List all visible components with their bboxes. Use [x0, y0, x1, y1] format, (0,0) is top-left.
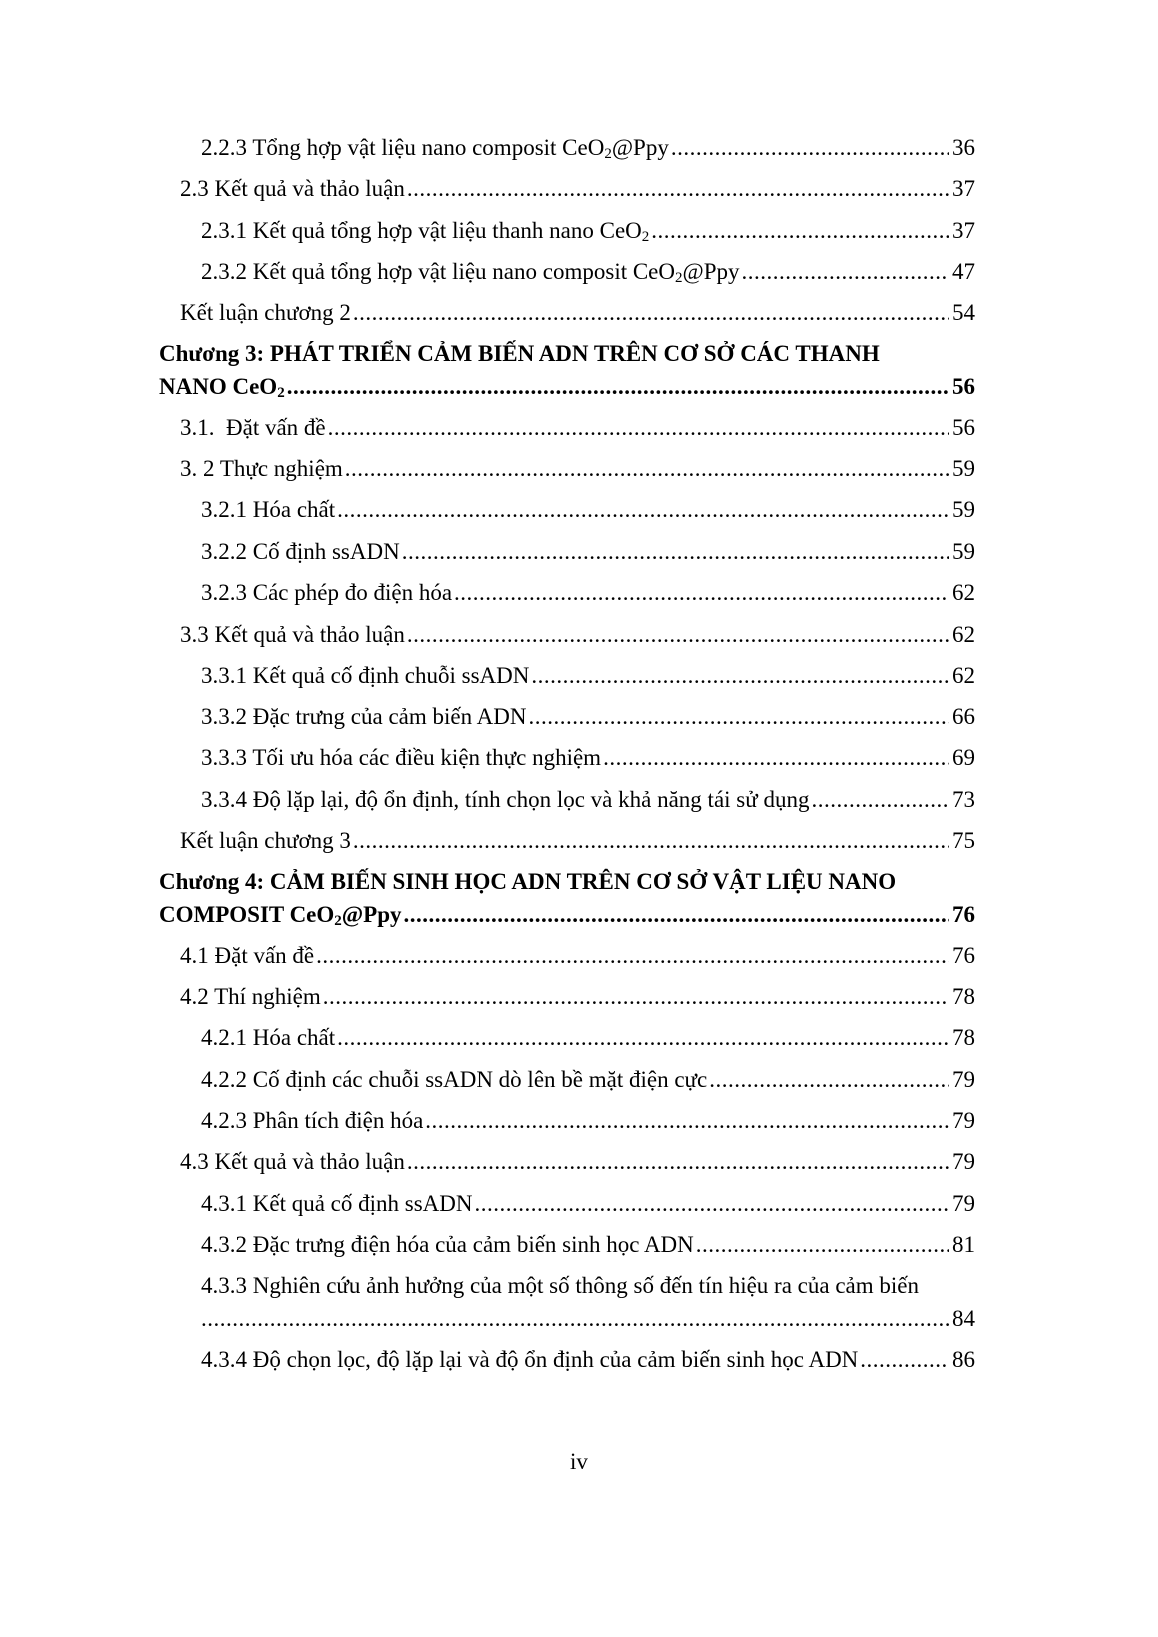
page-number: 76 [952, 902, 975, 927]
dot-leader [860, 1345, 949, 1375]
page-number: 62 [952, 663, 975, 688]
page-number: 36 [952, 135, 975, 160]
toc-entry-3-3-4[interactable]: 3.3.4 Độ lặp lại, độ ổn định, tính chọn lọc và khả năng tái sử dụng ..... 73 [201, 785, 975, 815]
page-number: 54 [952, 300, 975, 325]
toc-entry-4-2-2[interactable]: 4.2.2 Cố định các chuỗi ssADN dò lên bề mặt điện cực ..... 79 [201, 1065, 975, 1095]
toc-entry-3-2-2[interactable]: 3.2.2 Cố định ssADN ..... 59 [201, 537, 975, 567]
page-footer-number: iv [570, 1449, 588, 1474]
page-number: 59 [952, 539, 975, 564]
dot-leader [528, 702, 949, 732]
dot-leader [425, 1106, 949, 1136]
toc-chapter-3-title[interactable]: Chương 3: PHÁT TRIỂN CẢM BIẾN ADN TRÊN CƠ SỞ CÁC THANH [159, 341, 880, 366]
toc-chapter-4[interactable]: COMPOSIT CeO$_2$@Ppy ..... 76 [159, 900, 975, 930]
toc-entry-4-3[interactable]: 4.3 Kết quả và thảo luận ..... 79 [180, 1147, 975, 1177]
toc-entry-4-2-1[interactable]: 4.2.1 Hóa chất ..... 78 [201, 1023, 975, 1053]
toc-entry-2-3[interactable]: 2.3 Kết quả và thảo luận ..... 37 [180, 174, 975, 204]
toc-entry-3-3[interactable]: 3.3 Kết quả và thảo luận ..... 62 [180, 620, 975, 650]
toc-entry-3-3-1[interactable]: 3.3.1 Kết quả cố định chuỗi ssADN ..... 62 [201, 661, 975, 691]
page-number: 56 [952, 374, 975, 399]
toc-entry-4-1[interactable]: 4.1 Đặt vấn đề ..... 76 [180, 941, 975, 971]
dot-leader [407, 174, 949, 204]
page-number: 79 [952, 1149, 975, 1174]
page-number: 86 [952, 1347, 975, 1372]
dot-leader [316, 941, 949, 971]
page-number: 59 [952, 456, 975, 481]
dot-leader [328, 413, 949, 443]
page-number: 81 [952, 1232, 975, 1257]
toc-entry-2-2-3[interactable]: 2.2.3 Tổng hợp vật liệu nano composit CeO$_2$@Ppy ..... 36 [201, 133, 975, 163]
toc-entry-2-3-2[interactable]: 2.3.2 Kết quả tổng hợp vật liệu nano composit CeO$_2$@Ppy ..... 47 [201, 257, 975, 287]
toc-chapter-4-title[interactable]: Chương 4: CẢM BIẾN SINH HỌC ADN TRÊN CƠ SỞ VẬT LIỆU NANO [159, 869, 897, 894]
dot-leader [454, 578, 949, 608]
dot-leader [651, 216, 949, 246]
toc-entry-4-2[interactable]: 4.2 Thí nghiệm ..... 78 [180, 982, 975, 1012]
dot-leader [407, 1147, 949, 1177]
toc-entry-3-3-2[interactable]: 3.3.2 Đặc trưng của cảm biến ADN ..... 66 [201, 702, 975, 732]
page-number: 79 [952, 1191, 975, 1216]
toc-entry-4-3-1[interactable]: 4.3.1 Kết quả cố định ssADN ..... 79 [201, 1189, 975, 1219]
page-number: 69 [952, 745, 975, 770]
page-number: 75 [952, 828, 975, 853]
dot-leader [337, 495, 949, 525]
dot-leader [709, 1065, 949, 1095]
toc-entry-4-3-3[interactable] [201, 1304, 975, 1334]
dot-leader [287, 372, 949, 402]
toc-entry-3-2-1[interactable]: 3.2.1 Hóa chất ..... 59 [201, 495, 975, 525]
page-number: 37 [952, 218, 975, 243]
toc-entry-2-3-1[interactable]: 2.3.1 Kết quả tổng hợp vật liệu thanh nano CeO$_2$ ..... 37 [201, 216, 975, 246]
dot-leader [353, 298, 949, 328]
dot-leader [345, 454, 949, 484]
page-number: 78 [952, 1025, 975, 1050]
page-number: 56 [952, 415, 975, 440]
dot-leader [603, 743, 949, 773]
page-number: 59 [952, 497, 975, 522]
dot-leader [402, 537, 949, 567]
page-number: 73 [952, 787, 975, 812]
toc-entry-ket-luan-3[interactable]: Kết luận chương 3 ..... 75 [180, 826, 975, 856]
dot-leader [201, 1304, 949, 1334]
toc-entry-3-2-3[interactable]: 3.2.3 Các phép đo điện hóa ..... 62 [201, 578, 975, 608]
toc-entry-3-1[interactable]: 3.1. Đặt vấn đề ..... 56 [180, 413, 975, 443]
dot-leader [696, 1230, 949, 1260]
dot-leader [811, 785, 949, 815]
toc-entry-4-3-3-title[interactable]: 4.3.3 Nghiên cứu ảnh hưởng của một số thông số đến tín hiệu ra của cảm biến [201, 1273, 919, 1298]
page-number: 47 [952, 259, 975, 284]
dot-leader [353, 826, 949, 856]
page-number: 79 [952, 1108, 975, 1133]
page-number: 66 [952, 704, 975, 729]
dot-leader [407, 620, 949, 650]
page-number: 62 [952, 622, 975, 647]
dot-leader [323, 982, 949, 1012]
toc-entry-ket-luan-2[interactable]: Kết luận chương 2 ..... 54 [180, 298, 975, 328]
dot-leader [742, 257, 950, 287]
dot-leader [671, 133, 949, 163]
dot-leader [531, 661, 949, 691]
toc-entry-4-2-3[interactable]: 4.2.3 Phân tích điện hóa ..... 79 [201, 1106, 975, 1136]
toc-entry-3-2[interactable]: 3. 2 Thực nghiệm ..... 59 [180, 454, 975, 484]
dot-leader [337, 1023, 949, 1053]
page-number: 76 [952, 943, 975, 968]
page-number: 79 [952, 1067, 975, 1092]
dot-leader [404, 900, 949, 930]
dot-leader [475, 1189, 950, 1219]
page-number: 37 [952, 176, 975, 201]
toc-entry-4-3-4[interactable]: 4.3.4 Độ chọn lọc, độ lặp lại và độ ổn định của cảm biến sinh học ADN ..... 86 [201, 1345, 975, 1375]
page-number: 78 [952, 984, 975, 1009]
toc-entry-4-3-2[interactable]: 4.3.2 Đặc trưng điện hóa của cảm biến sinh học ADN ..... 81 [201, 1230, 975, 1260]
page-number: 84 [952, 1306, 975, 1331]
toc-chapter-3[interactable]: NANO CeO$_2$ ..... 56 [159, 372, 975, 402]
toc-entry-3-3-3[interactable]: 3.3.3 Tối ưu hóa các điều kiện thực nghiệm ..... 69 [201, 743, 975, 773]
page-number: 62 [952, 580, 975, 605]
